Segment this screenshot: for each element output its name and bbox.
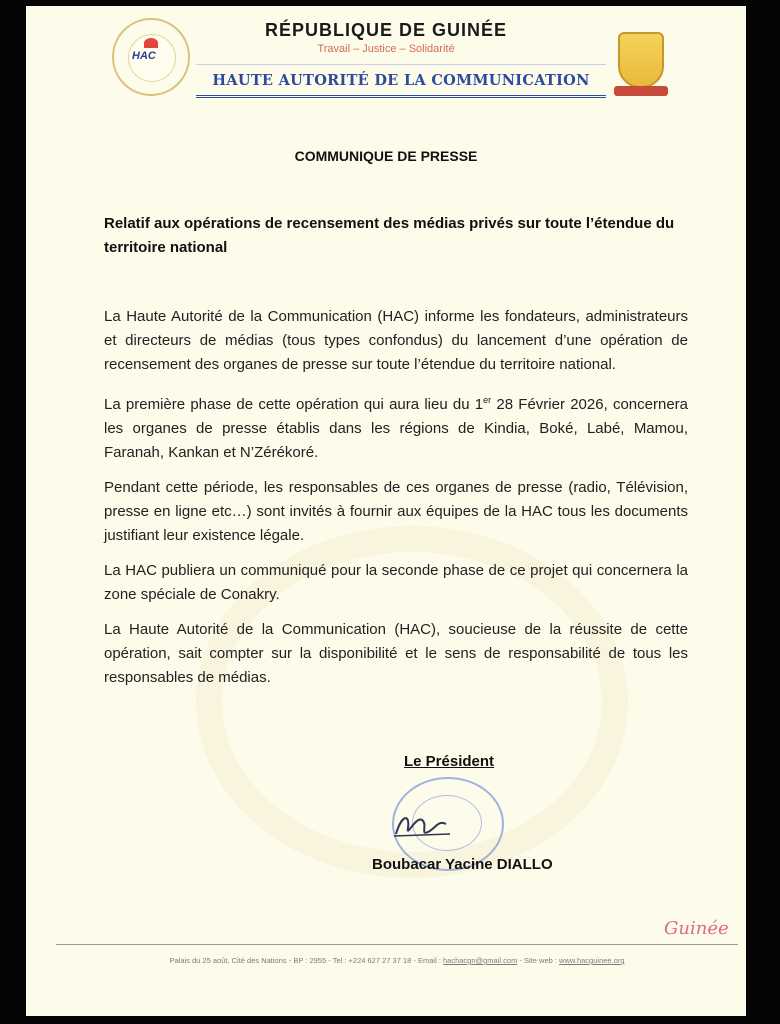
footer-divider bbox=[56, 944, 738, 945]
document-page bbox=[26, 6, 746, 1016]
authority-title: HAUTE AUTORITÉ DE LA COMMUNICATION bbox=[212, 72, 590, 89]
footer-email-label: Email : bbox=[417, 956, 441, 965]
country-name: RÉPUBLIQUE DE GUINÉE bbox=[264, 20, 508, 40]
paragraph-3: Pendant cette période, les responsables de ces organes de presse (radio, Télévision, presse en ligne etc…) sont invités à fournir aux équipes de la HAC tous les documents justifiant leur existence légale. bbox=[104, 479, 688, 544]
footer-phone: Tel : +224 627 27 37 18 bbox=[332, 956, 412, 965]
paragraph-1: La Haute Autorité de la Communication (HAC) informe les fondateurs, administrateurs et directeurs de médias (tous types confondus) du lancement d’une opération de recensement des organes de presse sur toute l’étendue du territoire national. bbox=[104, 308, 688, 373]
paragraph-5: La Haute Autorité de la Communication (HAC), soucieuse de la réussite de cette opération, sait compter sur la disponibilité et le sens de responsabilité de tous les responsables de médias. bbox=[104, 621, 688, 686]
ribbon-icon bbox=[614, 86, 668, 96]
hac-seal-text: HAC bbox=[132, 50, 156, 62]
paragraph-2 bbox=[104, 388, 688, 465]
paragraph-4: La HAC publiera un communiqué pour la seconde phase de ce projet qui concernera la zone spéciale de Conakry. bbox=[104, 562, 688, 603]
paragraph-2-pre: La première phase de cette opération qui aura lieu du 1 bbox=[104, 396, 484, 413]
guinee-brand-logo: Guinée bbox=[664, 918, 729, 939]
paragraph-2-sup: er bbox=[483, 395, 492, 405]
footer-address: Palais du 25 août, Cité des Nations bbox=[169, 956, 287, 965]
document-subject: Relatif aux opérations de recensement des médias privés sur toute l’étendue du territoire national bbox=[104, 215, 675, 256]
paragraph-2-post: 28 Février 2026, concernera les organes de presse établis dans les régions de Kindia, Boké, Labé, Mamou, Faranah, Kankan et N’Zérékoré. bbox=[104, 396, 689, 461]
footer-site-link[interactable]: www.hacguinee.org bbox=[559, 956, 625, 965]
signature-title: Le Président bbox=[404, 753, 495, 770]
handwritten-signature bbox=[392, 810, 452, 850]
signer-name: Boubacar Yacine DIALLO bbox=[372, 856, 553, 873]
guinea-coat-of-arms-icon bbox=[614, 28, 668, 102]
footer-contact: Palais du 25 août, Cité des Nations - BP : 2955 - Tel : +224 627 27 37 18 - Email : hachacgn@gmail.com - Site web : www.hacguinee.org bbox=[169, 956, 625, 965]
national-motto: Travail – Justice – Solidarité bbox=[317, 43, 455, 55]
footer-bp: BP : 2955 bbox=[293, 956, 327, 965]
document-title: COMMUNIQUE DE PRESSE bbox=[294, 148, 478, 164]
document-body bbox=[104, 305, 688, 701]
shield-icon bbox=[618, 32, 664, 88]
footer-site-label: Site web : bbox=[524, 956, 557, 965]
footer-email-link[interactable]: hachacgn@gmail.com bbox=[443, 956, 518, 965]
